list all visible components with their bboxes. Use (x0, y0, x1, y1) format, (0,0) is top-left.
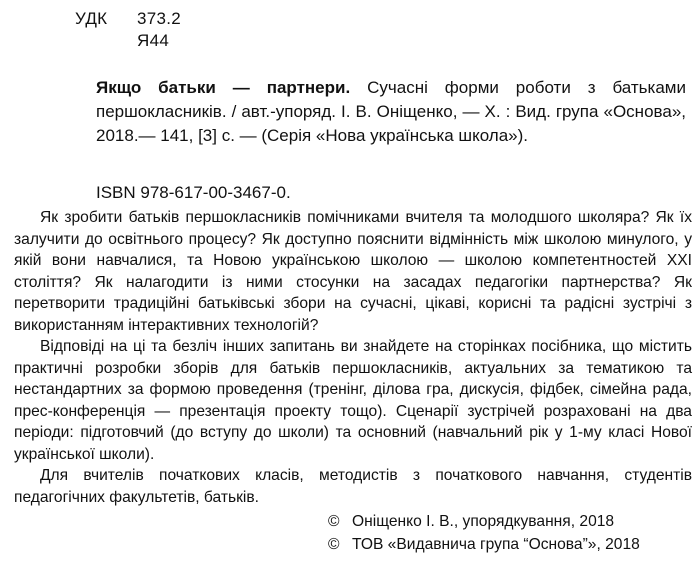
annotation (14, 207, 692, 508)
copyright-compiler: Оніщенко І. В., упорядкування, 2018 (352, 513, 615, 530)
annotation-paragraph: Для вчителів початкових класів, методистів з початкового навчання, студентів педагогічних факультетів, батьків. (14, 467, 692, 506)
copyright-block (328, 510, 640, 556)
isbn: ISBN 978-617-00-3467-0. (96, 183, 291, 202)
bibliographic-description: Сучасні форми роботи з батьками першокласників. / авт.-упоряд. І. В. Оніщенко, — Х. : Вид. група «Основа», 2018.— 141, [3] с. — (Серія «Нова українська школа»). (96, 78, 686, 145)
annotation-paragraph: Як зробити батьків першокласників помічниками вчителя та молодшого школяра? Як їх залучити до освітнього процесу? Як доступно пояснити відмінність між школою минулого, у якій вони навчалися, та Новою українською школою — школою компетентностей XXI століття? Як налагодити із ними стосунки на засадах педагогіки партнерства? Як перетворити традиційні батьківські збори на сучасні, цікаві, корисні та радісні зустрічі з використанням інтерактивних технологій? (14, 209, 692, 334)
copyright-line (328, 533, 640, 556)
bibliographic-record (96, 76, 686, 148)
copyright-symbol: © (328, 536, 340, 553)
copyright-line (328, 510, 640, 533)
udk-row (75, 8, 181, 30)
annotation-paragraph: Відповіді на ці та безліч інших запитань ви знайдете на сторінках посібника, що містить практичні розробки зборів для батьків першокласників, актуальних за тематикою та нестандартних за формою проведення (тренінг, ділова гра, дискусія, фідбек, сімейна рада, прес-конференція — презентація проекту тощо). Сценарії зустрічей розраховані на два періоди: підготовчий (до вступу до школи) та основний (навчальний рік у 1-му класі Нової української школи). (14, 338, 692, 463)
udk-label: УДК (75, 9, 108, 28)
copyright-publisher: ТОВ «Видавнича група “Основа”», 2018 (352, 536, 640, 553)
udk-block (75, 8, 181, 52)
author-mark: Я44 (137, 31, 170, 50)
copyright-symbol: © (328, 513, 340, 530)
book-title: Якщо батьки — партнери. (96, 78, 351, 97)
udk-code: 373.2 (137, 9, 182, 28)
